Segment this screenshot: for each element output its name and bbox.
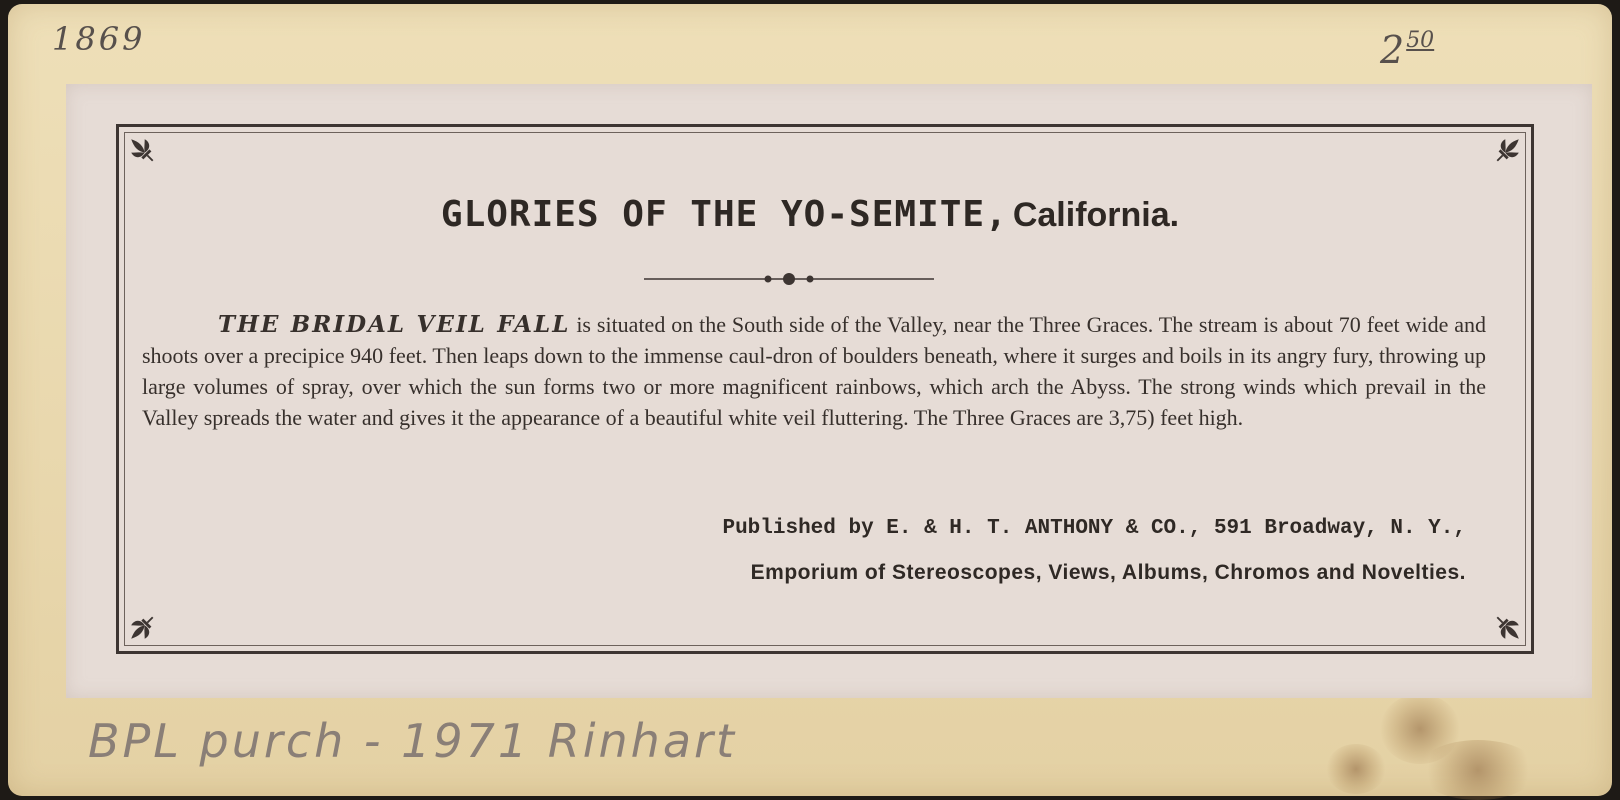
title-sub: California. xyxy=(1012,196,1180,234)
stain-mark xyxy=(1418,740,1538,800)
fleur-corner-icon xyxy=(123,609,161,647)
handwritten-year: 1869 xyxy=(52,20,146,58)
handwritten-price: $2^{50}$ xyxy=(1380,28,1435,72)
description-text: is situated on the South side of the Valley, near the Three Graces. The stream is about 70 feet wide and shoots over a precipice 940 feet. Then leaps down to the immense caul-dron of boulders beneath, where it surges and boils in its angry fury, throwing up large volumes of spray, over which the sun forms two or more magnificent rainbows, which arch the Abyss. The strong winds which prevail in the Valley spreads the water and gives it the appearance of a beautiful white veil fluttering. The Three Graces are 3,75) feet high. xyxy=(142,312,1487,430)
fleur-corner-icon xyxy=(1489,609,1527,647)
publisher-line: Published by E. & H. T. ANTHONY & CO., 591 Broadway, N. Y., xyxy=(722,517,1466,540)
ornamental-divider xyxy=(644,272,934,286)
description-paragraph xyxy=(142,309,1486,433)
emporium-line: Emporium of Stereoscopes, Views, Albums, Chromos and Novelties. xyxy=(750,561,1466,584)
title-main: GLORIES OF THE YO-SEMITE, xyxy=(440,194,1008,235)
card-title xyxy=(8,194,1612,235)
fleur-corner-icon xyxy=(123,131,161,169)
stain-mark xyxy=(1326,744,1386,794)
fleur-corner-icon xyxy=(1489,131,1527,169)
handwritten-note: BPL purch - 1971 Rinhart xyxy=(88,714,737,768)
stereoview-card-back xyxy=(8,4,1612,796)
description-lead: THE BRIDAL VEIL FALL xyxy=(218,311,571,338)
